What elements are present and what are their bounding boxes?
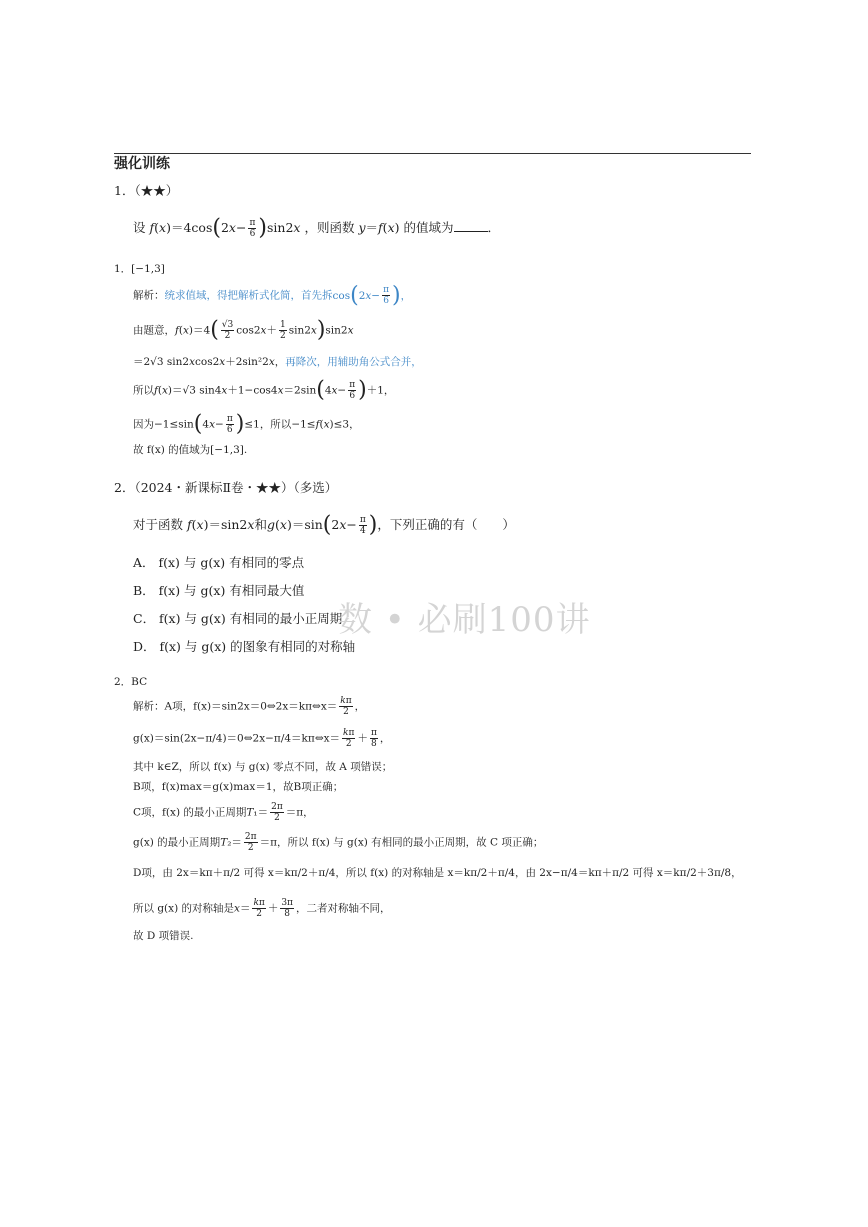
a2-line-c: 其中 k∈Z，所以 f(x) 与 g(x) 零点不同，故 A 项错误； — [133, 761, 393, 773]
a1-l2-hint: 再降次，用辅助角公式合并， — [285, 356, 422, 368]
a1-analysis: 解析：统求值域，得把解析式化简，首先拆cos(2x− $\frac{\pi}{6}$ )， — [133, 282, 412, 308]
answer-blank — [454, 221, 488, 232]
a1-line-2: ＝2√3 sin2xcos2x＋2sin²2x，再降次，用辅助角公式合并， — [133, 356, 422, 368]
fraction: $\frac{\pi}{6}$ — [249, 218, 256, 239]
q1-stem-prefix: 设 — [133, 220, 146, 235]
analysis-label: 解析： — [133, 289, 165, 302]
section-title: 强化训练 — [114, 156, 170, 172]
a2-line-i: 故 D 项错误. — [133, 930, 194, 942]
a2-line-b-text: g(x)＝sin(2x−π/4)＝0⇔2x−π/4＝kπ⇔x＝ — [133, 732, 341, 745]
a1-answer: 1．[−1,3] — [114, 263, 165, 275]
a2-line-h-post: ，二者对称轴不同， — [295, 902, 391, 915]
a2-line-d: B项，f(x)max＝g(x)max＝1，故B项正确； — [133, 781, 344, 793]
a2-line-f-post: ，所以 f(x) 与 g(x) 有相同的最小正周期，故 C 项正确； — [276, 836, 544, 849]
a2-line-f-pre: g(x) 的最小正周期 — [133, 836, 221, 849]
a1-l4-end: ， — [349, 418, 360, 431]
a2-line-a-text: 解析：A项，f(x)＝sin2x＝0⇔2x＝kπ⇔x＝ — [133, 700, 338, 713]
q2-option-b: B． f(x) 与 g(x) 有相同最大值 — [133, 583, 305, 598]
q1-number: 1．（★★） — [114, 183, 179, 198]
a1-line-3: 所以f(x)＝√3 sin4x＋1−cos4x＝2sin(4x− $\frac{\pi}{6}$ )＋1， — [133, 377, 395, 403]
q1-stem-middle: ，则函数 — [304, 220, 355, 235]
q2-stem-and: 和 — [254, 517, 267, 532]
q2-stem-prefix: 对于函数 — [133, 517, 184, 532]
q2-stem-suffix: ，下列正确的有（ ） — [377, 517, 515, 532]
q2-option-a: A． f(x) 与 g(x) 有相同的零点 — [133, 555, 305, 570]
a1-line-4: 因为−1≤sin(4x− $\frac{\pi}{6}$ )≤1，所以−1≤f(x)≤3， — [133, 411, 360, 437]
a1-l1-prefix: 由题意， — [133, 324, 175, 337]
q2-option-c: C． f(x) 与 g(x) 有相同的最小正周期 — [133, 611, 343, 626]
a2-line-e-text: C项，f(x) 的最小正周期 — [133, 806, 247, 819]
q2-number: 2．（2024・新课标Ⅱ卷・★★）（多选） — [114, 480, 338, 495]
q1-stem-end: ． — [487, 220, 501, 235]
a2-line-b: g(x)＝sin(2x−π/4)＝0⇔2x−π/4＝kπ⇔x＝ $\frac{k\pi}{2}$ ＋ $\frac{\pi}{8}$ ， — [133, 728, 391, 749]
q1-stem: 设 f(x)＝4cos(2x− $\frac{\pi}{6}$ )sin2x ，则函数 y＝f(x) 的值域为 ． — [133, 215, 501, 241]
a1-l4-prefix: 因为 — [133, 418, 154, 431]
a1-l3-prefix: 所以 — [133, 384, 154, 397]
a1-l4-mid: ，所以 — [259, 418, 292, 431]
q2-stem: 对于函数 f(x)＝sin2x和g(x)＝sin(2x− $\frac{\pi}{4}$ )，下列正确的有（ ） — [133, 512, 515, 538]
a2-line-g: D项，由 2x＝kπ＋π/2 可得 x＝kπ/2＋π/4，所以 f(x) 的对称轴是 x＝kπ/2＋π/4，由 2x−π/4＝kπ＋π/2 可得 x＝kπ/2＋3π/8， — [133, 867, 742, 879]
a2-line-a: 解析：A项，f(x)＝sin2x＝0⇔2x＝kπ⇔x＝ $\frac{k\pi}{2}$ ， — [133, 696, 366, 717]
a1-line-5: 故 f(x) 的值域为[−1,3]. — [133, 444, 248, 456]
a2-line-f: g(x) 的最小正周期T₂＝ $\frac{2\pi}{2}$ ＝π，所以 f(x) 与 g(x) 有相同的最小正周期，故 C 项正确； — [133, 832, 544, 853]
a2-line-h-pre: 所以 g(x) 的对称轴是 — [133, 902, 235, 915]
a1-line-1: 由题意，f(x)＝4( $\frac{√3}{2}$ cos2x＋ $\frac{1}{2}$ sin2x)sin2x — [133, 317, 354, 343]
a2-answer: 2．BC — [114, 676, 148, 688]
a2-line-h: 所以 g(x) 的对称轴是x＝ $\frac{k\pi}{2}$ ＋ $\frac{3\pi}{8}$ ，二者对称轴不同， — [133, 898, 391, 919]
watermark-text: 数 • 必刷100讲 — [338, 600, 591, 640]
q2-option-d: D． f(x) 与 g(x) 的图象有相同的对称轴 — [133, 639, 356, 654]
header-rule — [114, 153, 751, 154]
a2-line-e: C项，f(x) 的最小正周期T₁＝ $\frac{2\pi}{2}$ ＝π， — [133, 802, 314, 823]
q1-stem-suffix: 的值域为 — [403, 220, 454, 235]
analysis-hint: 统求值域，得把解析式化简，首先拆 — [164, 289, 333, 302]
